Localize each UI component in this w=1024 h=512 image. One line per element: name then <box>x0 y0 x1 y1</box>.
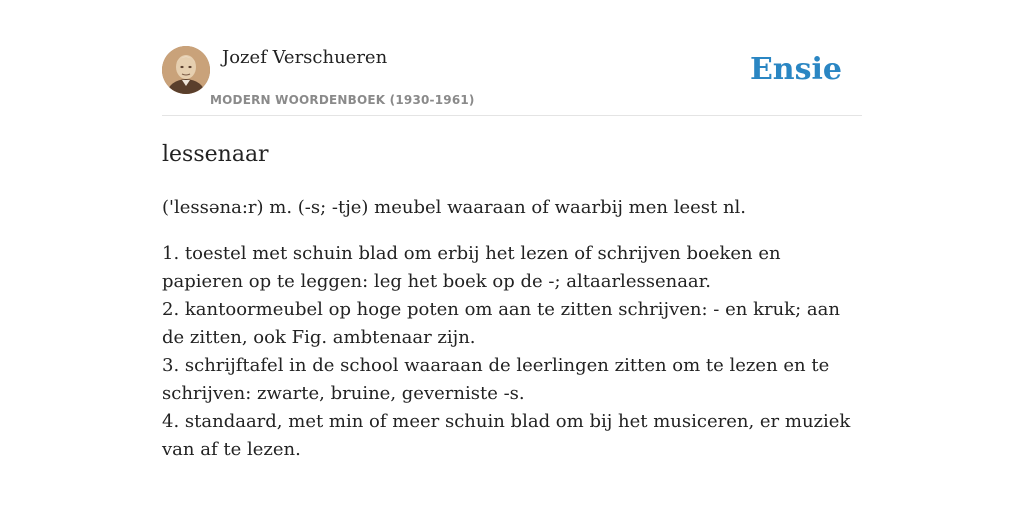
portrait-icon <box>162 46 210 94</box>
definition-item: 2. kantoormeubel op hoge poten om aan te zitten schrijven: - en kruk; aan de zitten, ook Fig. ambtenaar zijn. <box>162 299 840 348</box>
source-label[interactable]: MODERN WOORDENBOEK (1930-1961) <box>210 93 475 107</box>
definition-item: 1. toestel met schuin blad om erbij het lezen of schrijven boeken en papieren op te leggen: leg het boek op de -; altaarlessenaar. <box>162 243 781 292</box>
definition-list <box>162 240 862 464</box>
entry-card <box>162 46 862 464</box>
definition-item: 3. schrijftafel in de school waaraan de leerlingen zitten om te lezen en te schrijven: zwarte, bruine, geverniste -s. <box>162 355 830 404</box>
entry-header <box>162 46 862 115</box>
header-divider <box>162 115 862 116</box>
author-avatar[interactable] <box>162 46 210 94</box>
author-name[interactable]: Jozef Verschueren <box>222 47 388 68</box>
entry-term: lessenaar <box>162 142 269 167</box>
ensie-logo[interactable]: Ensie <box>749 52 842 87</box>
entry-pronunciation: ('lessəna:r) m. (-s; -tje) meubel waaraan of waarbij men leest nl. <box>162 197 747 218</box>
definition-item: 4. standaard, met min of meer schuin blad om bij het musiceren, er muziek van af te lezen. <box>162 411 851 460</box>
